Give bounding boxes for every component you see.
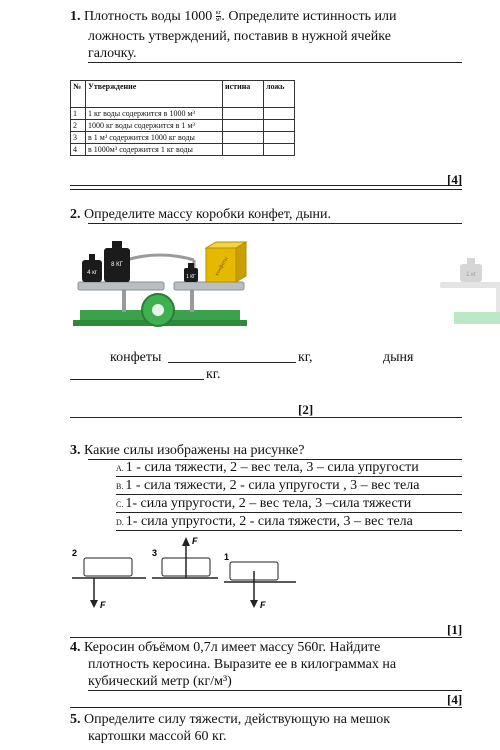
force-label: F: [100, 600, 106, 610]
divider: [116, 530, 462, 531]
divider: [70, 189, 462, 190]
table-header: №: [71, 81, 86, 108]
table-cell: 1 кг воды содержится в 1000 м³: [86, 108, 223, 120]
option-text: 1 - сила тяжести, 2 – вес тела, 3 – сила упругости: [125, 460, 419, 475]
question-4-line2: плотность керосина. Выразите ее в килограммах на: [88, 657, 397, 672]
answer-unit: кг.: [206, 367, 221, 382]
weight-far-handle: [467, 258, 475, 264]
option-text: 1- сила упругости, 2 – вес тела, 3 –сила тяжести: [125, 496, 412, 511]
question-1: [70, 8, 490, 25]
weight-label: 1 КГ: [186, 274, 196, 280]
score-badge: [4]: [447, 172, 463, 187]
checkbox-cell-true[interactable]: [223, 120, 264, 132]
figure-label: 3: [152, 548, 158, 558]
table-row: [71, 144, 295, 156]
figure-label: 2: [72, 548, 78, 558]
divider: [88, 690, 462, 691]
weight-label: 1 кг: [466, 272, 476, 278]
option-letter: C.: [116, 500, 124, 509]
melon-scale-illustration: [436, 248, 500, 332]
question-number: 2.: [70, 207, 81, 222]
arrow-head: [90, 600, 98, 608]
question-text: Определите массу коробки конфет, дыни.: [84, 207, 331, 222]
answer-unit: кг,: [298, 350, 313, 365]
question-text: Керосин объёмом 0,7л имеет массу 560г. Найдите: [84, 640, 381, 655]
question-text: Какие силы изображены на рисунке?: [84, 443, 305, 458]
checkbox-cell-false[interactable]: [264, 108, 295, 120]
option-text: 1- сила упругости, 2 - сила тяжести, 3 – вес тела: [125, 514, 413, 529]
table-cell: 1: [71, 108, 86, 120]
table-row: [71, 132, 295, 144]
option-a[interactable]: [116, 460, 419, 476]
block: [84, 558, 132, 576]
divider: [116, 512, 462, 513]
option-c[interactable]: [116, 496, 411, 512]
checkbox-cell-false[interactable]: [264, 120, 295, 132]
table-header: Утверждение: [86, 81, 223, 108]
question-text: Плотность воды 1000: [84, 9, 213, 24]
question-1-line2: ложность утверждений, поставив в нужной ячейке: [88, 29, 391, 44]
scale-arm: [126, 255, 194, 282]
table-row: [71, 120, 295, 132]
option-letter: B.: [116, 482, 124, 491]
statements-table: [70, 80, 295, 156]
force-label: F: [192, 536, 198, 546]
divider: [116, 476, 462, 477]
option-b[interactable]: [116, 478, 419, 494]
weight-4kg-handle: [89, 254, 95, 260]
question-4-line3: кубический метр (кг/м³): [88, 674, 232, 689]
answer-melon-input[interactable]: [70, 379, 204, 380]
divider: [70, 417, 462, 418]
divider: [70, 707, 462, 708]
checkbox-cell-true[interactable]: [223, 144, 264, 156]
score-badge: [2]: [298, 402, 314, 417]
table-header-row: [71, 81, 295, 108]
option-letter: A.: [116, 464, 124, 473]
divider: [88, 223, 462, 224]
option-text: 1 - сила тяжести, 2 - сила упругости , 3 – вес тела: [125, 478, 420, 493]
balance-scale-illustration: [70, 232, 260, 342]
answer-melon-label: дыня: [383, 350, 414, 365]
question-5-line2: картошки массой 60 кг.: [88, 729, 227, 744]
arrow-head: [250, 600, 258, 608]
scale-pan-right: [174, 282, 244, 290]
option-d[interactable]: [116, 514, 413, 530]
question-4: [70, 639, 380, 656]
checkbox-cell-true[interactable]: [223, 108, 264, 120]
divider: [70, 185, 462, 186]
candy-box-label: конфеты: [214, 256, 230, 277]
question-3: [70, 442, 304, 459]
table-cell: 2: [71, 120, 86, 132]
table-header: ложь: [264, 81, 295, 108]
divider: [88, 62, 462, 63]
question-number: 5.: [70, 712, 81, 727]
forces-figure: [70, 534, 300, 618]
scale-pan: [440, 282, 500, 288]
question-number: 1.: [70, 9, 81, 24]
weight-label: 4 кг: [87, 270, 97, 276]
table-cell: 3: [71, 132, 86, 144]
unit-numerator: кг: [215, 10, 222, 17]
table-cell: в 1000м³ содержится 1 кг воды: [86, 144, 223, 156]
weight-label: 8 КГ: [111, 262, 123, 268]
table-cell: 1000 кг воды содержится в 1 м³: [86, 120, 223, 132]
divider: [70, 637, 462, 638]
figure-label: 1: [224, 552, 230, 562]
scale-pan-left: [78, 282, 164, 290]
question-number: 3.: [70, 443, 81, 458]
scale-post: [496, 282, 500, 312]
score-badge: [1]: [447, 622, 463, 637]
question-number: 4.: [70, 640, 81, 655]
checkbox-cell-true[interactable]: [223, 132, 264, 144]
divider: [116, 494, 462, 495]
force-label: F: [260, 600, 266, 610]
answer-candy-label: конфеты: [110, 350, 162, 365]
question-text-cont: . Определите истинность или: [221, 9, 397, 24]
table-cell: в 1 м³ содержится 1000 кг воды: [86, 132, 223, 144]
candy-box-side: [236, 242, 246, 282]
scale-dial-center: [152, 304, 164, 316]
weight-8kg-handle: [112, 241, 122, 248]
checkbox-cell-false[interactable]: [264, 144, 295, 156]
arrow-head: [182, 537, 190, 546]
checkbox-cell-false[interactable]: [264, 132, 295, 144]
table-header: истина: [223, 81, 264, 108]
unit-denominator: м³: [215, 17, 222, 24]
table-row: [71, 108, 295, 120]
question-5: [70, 711, 390, 728]
question-1-line3: галочку.: [88, 46, 137, 61]
option-letter: D.: [116, 518, 124, 527]
scale-base: [454, 312, 500, 324]
table-cell: 4: [71, 144, 86, 156]
answer-candy-input[interactable]: [168, 362, 296, 363]
score-badge: [4]: [447, 692, 463, 707]
question-text: Определите силу тяжести, действующую на мешок: [84, 712, 391, 727]
question-2: [70, 206, 331, 223]
weight-1kg-handle: [188, 263, 194, 268]
